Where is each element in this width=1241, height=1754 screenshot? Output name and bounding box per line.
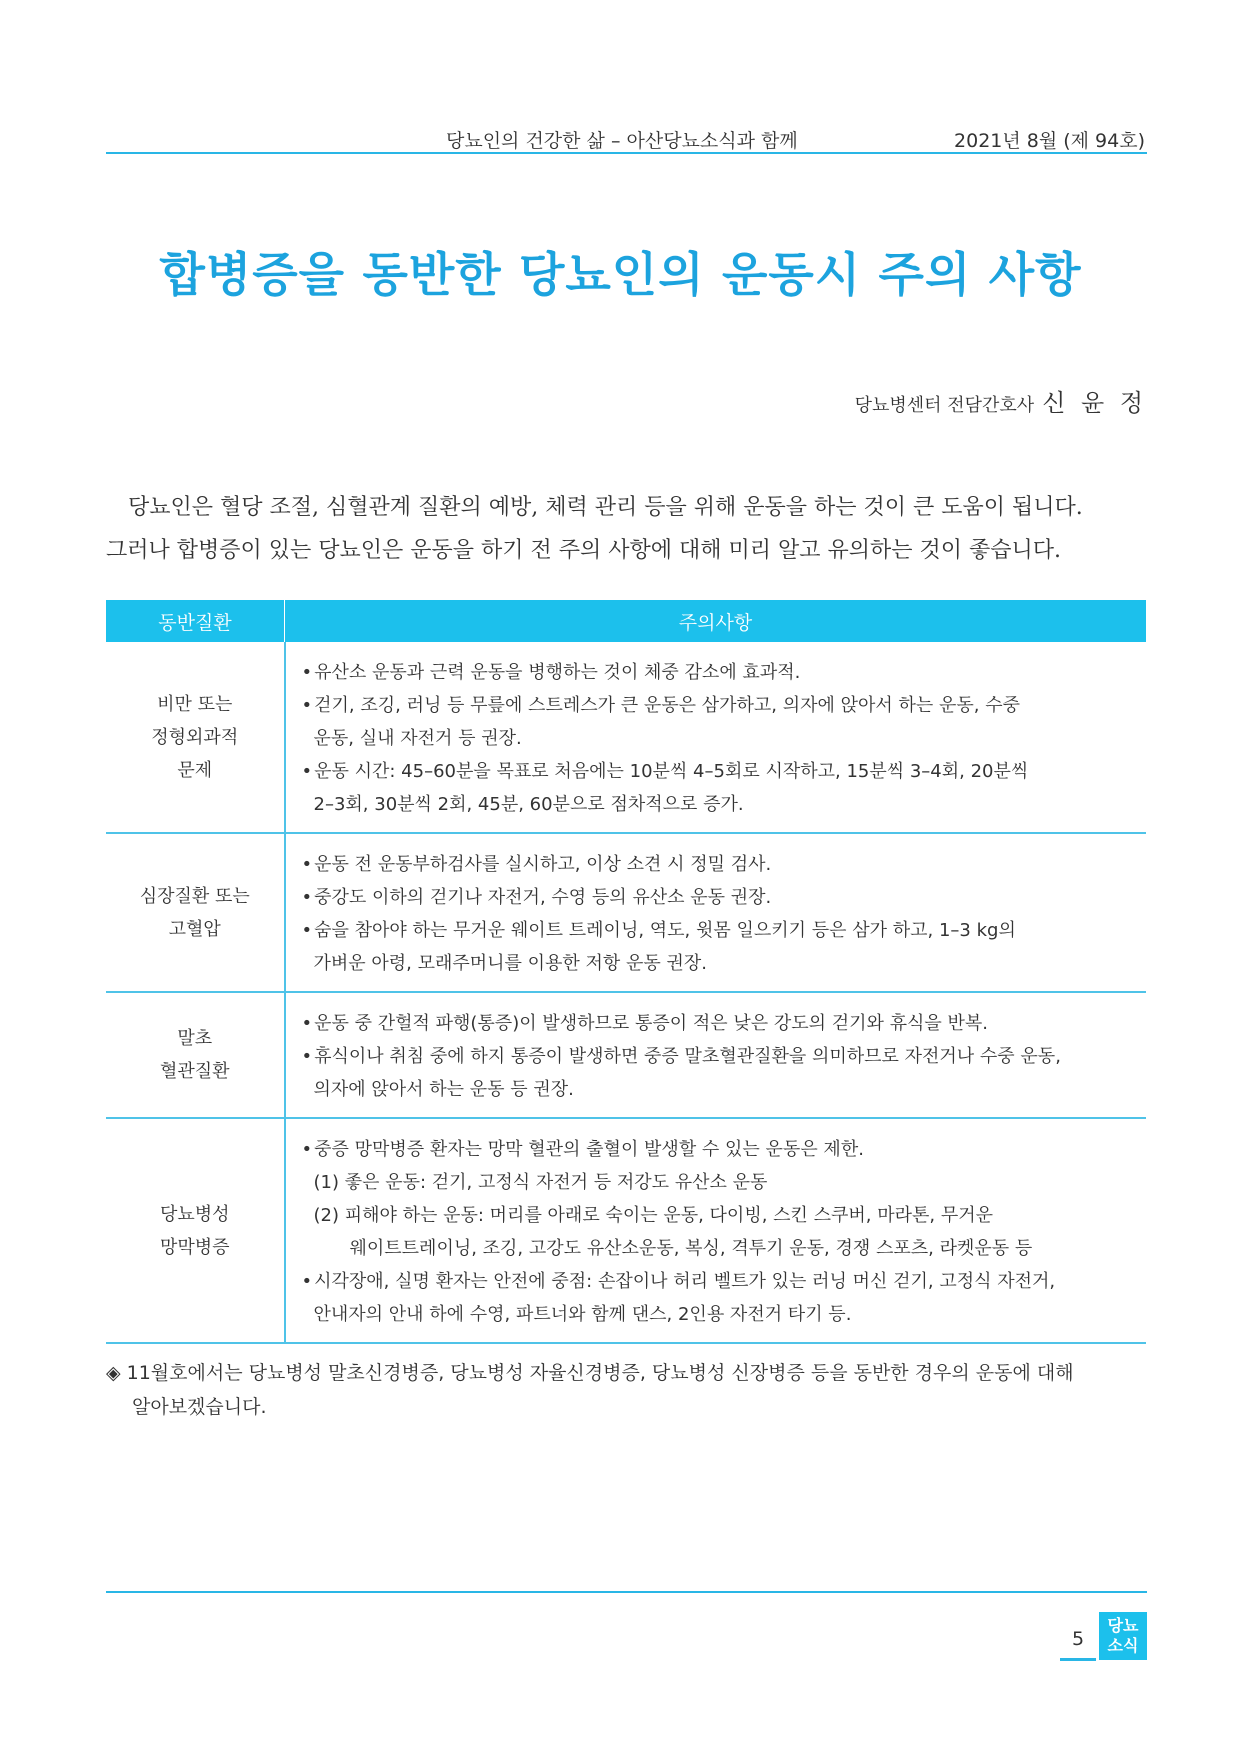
logo-text: 소식	[1107, 1636, 1139, 1655]
article-title: 합병증을 동반한 당뇨인의 운동시 주의 사항	[159, 248, 1082, 303]
precautions-cell	[285, 992, 1147, 1118]
intro-line: 당뇨인은 혈당 조절, 심혈관계 질환의 예방, 체력 관리 등을 위해 운동을 하는 것이 큰 도움이 됩니다.	[128, 495, 1083, 520]
author-role: 당뇨병센터 전담간호사	[854, 395, 1035, 416]
precautions-cell	[285, 642, 1147, 833]
precautions-cell	[285, 1118, 1147, 1343]
next-issue-note	[106, 1356, 1146, 1424]
condition-text: 비만 또는	[157, 693, 233, 715]
newsletter-series-title: 당뇨인의 건강한 삶 – 아산당뇨소식과 함께	[446, 130, 798, 152]
condition-cell	[106, 1118, 285, 1343]
bullet-continuation: 의자에 앉아서 하는 운동 등 권장.	[313, 1079, 574, 1100]
bullet-item: • 운동 시간: 45–60분을 목표로 처음에는 10분씩 4–5회로 시작하고, 15분씩 3–4회, 20분씩	[302, 755, 1147, 788]
page-header	[106, 122, 1147, 154]
note-text: 11월호에서는 당뇨병성 말초신경병증, 당뇨병성 자율신경병증, 당뇨병성 신장병증 등을 동반한 경우의 운동에 대해	[126, 1362, 1074, 1384]
sub-item: (1) 좋은 운동: 걷기, 고정식 자전거 등 저강도 유산소 운동	[313, 1172, 768, 1193]
bullet-item: • 운동 중 간헐적 파행(통증)이 발생하므로 통증이 적은 낮은 강도의 걷기와 휴식을 반복.	[302, 1007, 1147, 1040]
sub-item-continuation: 웨이트트레이닝, 조깅, 고강도 유산소운동, 복싱, 격투기 운동, 경쟁 스포츠, 라켓운동 등	[349, 1238, 1033, 1259]
intro-line: 그러나 합병증이 있는 당뇨인은 운동을 하기 전 주의 사항에 대해 미리 알고 유의하는 것이 좋습니다.	[106, 538, 1061, 563]
issue-date: 2021년 8월 (제 94호)	[954, 130, 1145, 152]
bullet-item: • 중증 망막병증 환자는 망막 혈관의 출혈이 발생할 수 있는 운동은 제한.	[302, 1133, 1147, 1166]
condition-cell	[106, 833, 285, 992]
condition-text: 혈관질환	[159, 1061, 230, 1082]
note-line: 알아보겠습니다.	[132, 1396, 267, 1418]
precautions-table	[106, 600, 1146, 1344]
bullet-item: • 휴식이나 취침 중에 하지 통증이 발생하면 중증 말초혈관질환을 의미하므로 자전거나 수중 운동,	[302, 1040, 1147, 1073]
condition-text: 당뇨병성	[159, 1203, 230, 1225]
bullet-item: • 시각장애, 실명 환자는 안전에 중점: 손잡이나 허리 벨트가 있는 러닝 머신 걷기, 고정식 자전거,	[302, 1265, 1147, 1298]
page-number: 5	[1060, 1628, 1096, 1661]
bullet-item: • 중강도 이하의 걷기나 자전거, 수영 등의 유산소 운동 권장.	[302, 881, 1147, 914]
header-condition: 동반질환	[106, 600, 285, 642]
condition-text: 망막병증	[159, 1236, 230, 1258]
newsletter-logo	[1099, 1612, 1147, 1660]
diamond-bullet-icon: ◈	[106, 1362, 121, 1384]
footer-divider	[106, 1591, 1147, 1593]
table-row	[106, 642, 1146, 833]
condition-text: 말초	[177, 1028, 213, 1049]
condition-cell	[106, 642, 285, 833]
header-precautions: 주의사항	[285, 600, 1147, 642]
bullet-item: • 숨을 참아야 하는 무거운 웨이트 트레이닝, 역도, 윗몸 일으키기 등은 삼가 하고, 1–3 kg의	[302, 914, 1147, 947]
table-row	[106, 1118, 1146, 1343]
author-name: 신 윤 정	[1042, 389, 1147, 417]
bullet-continuation: 가벼운 아령, 모래주머니를 이용한 저항 운동 권장.	[313, 953, 708, 974]
bullet-item: • 운동 전 운동부하검사를 실시하고, 이상 소견 시 정밀 검사.	[302, 848, 1147, 881]
sub-item: (2) 피해야 하는 운동: 머리를 아래로 숙이는 운동, 다이빙, 스킨 스쿠버, 마라톤, 무거운	[313, 1205, 994, 1226]
table-row	[106, 992, 1146, 1118]
bullet-item: • 걷기, 조깅, 러닝 등 무릎에 스트레스가 큰 운동은 삼가하고, 의자에 앉아서 하는 운동, 수중	[302, 689, 1147, 722]
byline	[855, 383, 1147, 418]
condition-text: 심장질환 또는	[139, 885, 250, 907]
bullet-continuation: 2–3회, 30분씩 2회, 45분, 60분으로 점차적으로 증가.	[313, 794, 744, 815]
intro-paragraph	[106, 486, 1146, 572]
logo-text: 당뇨	[1107, 1616, 1139, 1635]
note-line	[106, 1356, 1146, 1390]
condition-text: 고혈압	[168, 918, 221, 940]
condition-text: 정형외과적	[151, 726, 239, 748]
bullet-continuation: 운동, 실내 자전거 등 권장.	[313, 728, 522, 749]
condition-cell	[106, 992, 285, 1118]
bullet-continuation: 안내자의 안내 하에 수영, 파트너와 함께 댄스, 2인용 자전거 타기 등.	[313, 1304, 852, 1325]
bullet-item: • 유산소 운동과 근력 운동을 병행하는 것이 체중 감소에 효과적.	[302, 656, 1147, 689]
precautions-cell	[285, 833, 1147, 992]
table-row	[106, 833, 1146, 992]
condition-text: 문제	[177, 759, 213, 781]
table-header-row	[106, 600, 1146, 642]
